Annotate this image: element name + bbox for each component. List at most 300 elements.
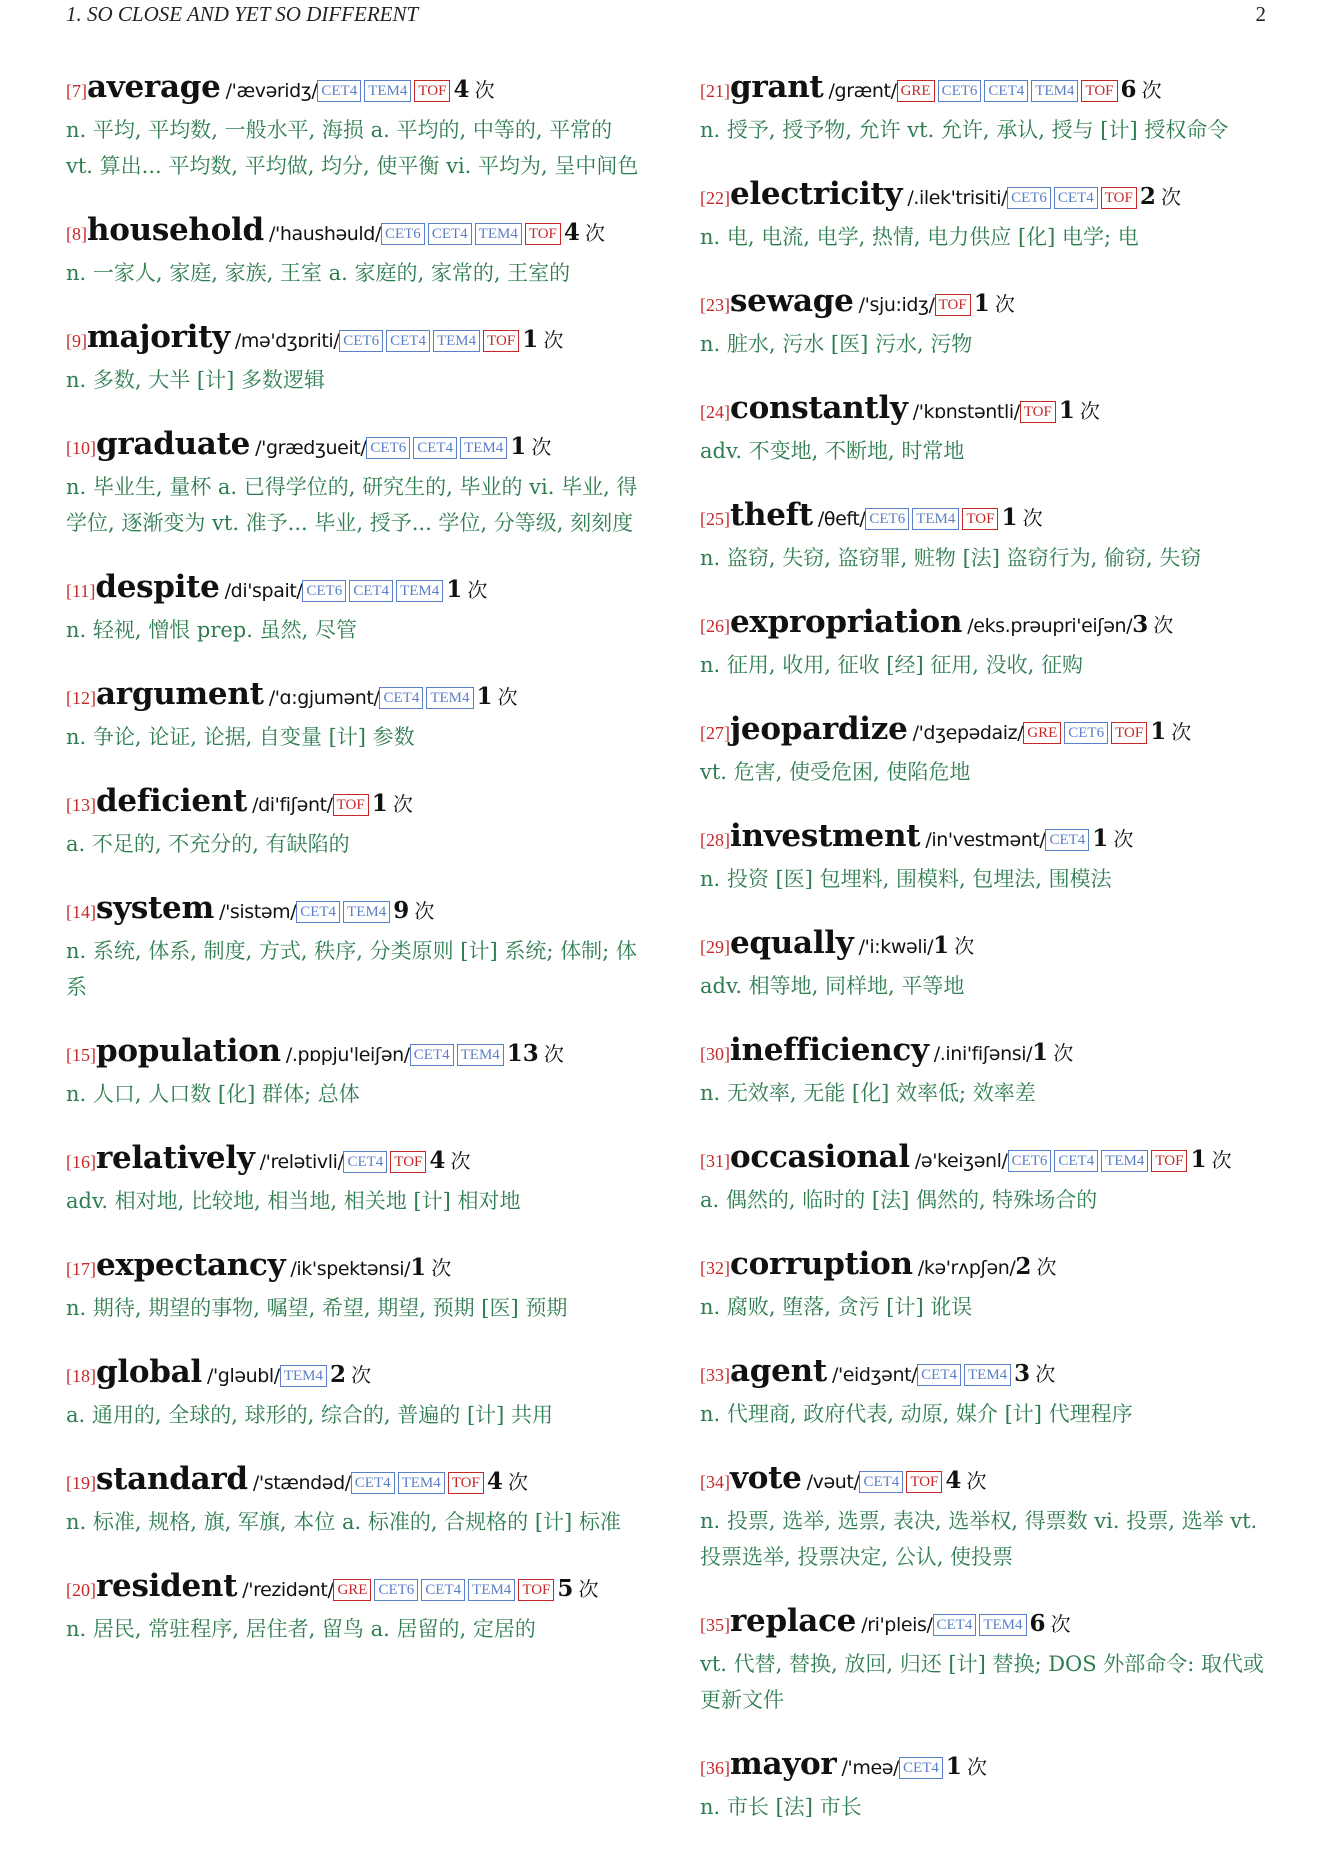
count-unit: 次 — [1035, 1362, 1056, 1386]
definition: adv. 不变地, 不断地, 时常地 — [700, 439, 965, 463]
occurrence-count: 4 — [563, 219, 580, 246]
entry-index: [12] — [66, 688, 96, 708]
phonetic: /'ɑ:gjumənt/ — [268, 687, 380, 709]
definition: n. 平均, 平均数, 一般水平, 海损 a. 平均的, 中等的, 平常的 vt. 算出... 平均数, 平均做, 均分, 使平衡 vi. 平均为, 呈中间色 — [66, 118, 639, 178]
headword: population — [96, 1033, 281, 1069]
vocab-entry — [700, 1138, 1272, 1218]
entry-index: [24] — [700, 402, 730, 422]
definition: n. 一家人, 家庭, 家族, 王室 a. 家庭的, 家常的, 王室的 — [66, 261, 571, 285]
definition: a. 不足的, 不充分的, 有缺陷的 — [66, 832, 350, 856]
exam-tag-badge: CET6 — [302, 580, 346, 602]
phonetic: /'sistəm/ — [219, 901, 297, 923]
exam-tag-badge: CET6 — [1064, 722, 1108, 744]
phonetic: /ik'spektənsi/ — [290, 1258, 411, 1280]
count-unit: 次 — [392, 792, 413, 816]
headword: expectancy — [96, 1247, 286, 1283]
exam-tag-badge: CET4 — [917, 1364, 961, 1386]
entry-index: [29] — [700, 937, 730, 957]
entry-index: [14] — [66, 902, 96, 922]
entry-headline — [66, 68, 640, 111]
entry-index: [22] — [700, 188, 730, 208]
entry-headline — [700, 710, 1272, 753]
entry-headline — [700, 68, 1272, 111]
occurrence-count: 1 — [933, 932, 950, 959]
entry-headline — [66, 1032, 640, 1075]
headword: agent — [730, 1353, 827, 1389]
occurrence-count: 1 — [1092, 825, 1109, 852]
phonetic: /'sju:idʒ/ — [858, 294, 935, 316]
entry-headline — [700, 1352, 1272, 1395]
phonetic: /ri'pleis/ — [861, 1614, 933, 1636]
vocab-entry — [700, 68, 1272, 148]
count-unit: 次 — [578, 1577, 599, 1601]
headword: constantly — [730, 390, 908, 426]
exam-tag-badge: CET6 — [381, 223, 425, 245]
occurrence-count: 4 — [945, 1467, 962, 1494]
phonetic: /'meə/ — [841, 1757, 900, 1779]
phonetic: /θeft/ — [817, 508, 866, 530]
phonetic: /grænt/ — [828, 80, 897, 102]
vocab-entry — [66, 1567, 640, 1647]
phonetic: /kə'rʌpʃən/ — [917, 1257, 1016, 1279]
count-unit: 次 — [1022, 506, 1043, 530]
phonetic: /ə'keiʒənl/ — [914, 1150, 1008, 1172]
exam-tag-badge: CET4 — [317, 80, 361, 102]
vocab-entry — [700, 175, 1272, 255]
exam-tag-badge: TOF — [525, 223, 561, 245]
count-unit: 次 — [966, 1755, 987, 1779]
entry-headline — [700, 924, 1272, 967]
entry-headline — [700, 175, 1272, 218]
vocab-entry — [700, 496, 1272, 576]
exam-tag-badge: CET4 — [984, 80, 1028, 102]
exam-tag-badge: TOF — [483, 330, 519, 352]
definition: n. 征用, 收用, 征收 [经] 征用, 没收, 征购 — [700, 653, 1084, 677]
exam-tag-badge: TEM4 — [468, 1579, 515, 1601]
definition: n. 居民, 常驻程序, 居住者, 留鸟 a. 居留的, 定居的 — [66, 1617, 536, 1641]
exam-tag-badge: TEM4 — [912, 508, 959, 530]
count-unit: 次 — [994, 292, 1015, 316]
exam-tag-badge: TEM4 — [396, 580, 443, 602]
headword: standard — [96, 1461, 248, 1497]
vocab-entry — [66, 1460, 640, 1540]
entry-index: [26] — [700, 616, 730, 636]
occurrence-count: 1 — [410, 1254, 427, 1281]
occurrence-count: 1 — [371, 790, 388, 817]
headword: electricity — [730, 176, 903, 212]
entry-index: [28] — [700, 830, 730, 850]
exam-tag-badge: CET4 — [386, 330, 430, 352]
exam-tag-badge: CET4 — [296, 901, 340, 923]
occurrence-count: 6 — [1120, 76, 1137, 103]
phonetic: /'i:kwəli/ — [858, 936, 934, 958]
count-unit: 次 — [450, 1149, 471, 1173]
exam-tag-badge: CET4 — [1054, 1150, 1098, 1172]
right-column — [700, 68, 1272, 1852]
exam-tag-badge: TOF — [1081, 80, 1117, 102]
left-column — [66, 68, 640, 1852]
exam-tag-badge: TOF — [1101, 187, 1137, 209]
entry-index: [32] — [700, 1258, 730, 1278]
phonetic: /'ævəridʒ/ — [225, 80, 318, 102]
exam-tag-badge: TOF — [1111, 722, 1147, 744]
count-unit: 次 — [1053, 1041, 1074, 1065]
headword: mayor — [730, 1746, 837, 1782]
entry-headline — [66, 675, 640, 718]
exam-tag-badge: TEM4 — [280, 1365, 327, 1387]
exam-tag-badge: CET4 — [428, 223, 472, 245]
entry-index: [19] — [66, 1473, 96, 1493]
headword: deficient — [96, 783, 248, 819]
count-unit: 次 — [543, 328, 564, 352]
occurrence-count: 4 — [453, 76, 470, 103]
vocab-entry — [66, 425, 640, 541]
headword: resident — [96, 1568, 238, 1604]
phonetic: /in'vestmənt/ — [925, 829, 1046, 851]
exam-tag-badge: TEM4 — [1101, 1150, 1148, 1172]
headword: majority — [87, 319, 230, 355]
entry-index: [7] — [66, 81, 87, 101]
definition: n. 脏水, 污水 [医] 污水, 污物 — [700, 332, 973, 356]
entry-index: [13] — [66, 795, 96, 815]
entry-index: [11] — [66, 581, 96, 601]
definition: n. 毕业生, 量杯 a. 已得学位的, 研究生的, 毕业的 vi. 毕业, 得学位, 逐渐变为 vt. 准予... 毕业, 授予... 学位, 分等级, 刻刻度 — [66, 475, 638, 535]
occurrence-count: 3 — [1132, 611, 1149, 638]
occurrence-count: 2 — [1139, 183, 1156, 210]
entry-headline — [66, 425, 640, 468]
count-unit: 次 — [431, 1256, 452, 1280]
count-unit: 次 — [1113, 827, 1134, 851]
vocab-entry — [700, 1352, 1272, 1432]
exam-tag-badge: CET4 — [859, 1471, 903, 1493]
entry-index: [16] — [66, 1152, 96, 1172]
exam-tag-badge: TEM4 — [457, 1044, 504, 1066]
entry-index: [10] — [66, 438, 96, 458]
entry-index: [36] — [700, 1758, 730, 1778]
count-unit: 次 — [1171, 720, 1192, 744]
definition: a. 通用的, 全球的, 球形的, 综合的, 普遍的 [计] 共用 — [66, 1403, 554, 1427]
headword: equally — [730, 925, 854, 961]
exam-tag-badge: TOF — [962, 508, 998, 530]
exam-tag-badge: CET6 — [938, 80, 982, 102]
definition: n. 系统, 体系, 制度, 方式, 秩序, 分类原则 [计] 系统; 体制; 体系 — [66, 939, 637, 999]
exam-tag-badge: TEM4 — [364, 80, 411, 102]
phonetic: /mə'dʒɒriti/ — [234, 330, 340, 352]
entry-index: [15] — [66, 1045, 96, 1065]
headword: occasional — [730, 1139, 910, 1175]
entry-headline — [700, 817, 1272, 860]
page-header — [66, 0, 1266, 28]
entry-headline — [700, 496, 1272, 539]
definition: n. 人口, 人口数 [化] 群体; 总体 — [66, 1082, 360, 1106]
exam-tag-badge: TOF — [1020, 401, 1056, 423]
vocab-entry — [66, 1246, 640, 1326]
exam-tag-badge: TEM4 — [979, 1614, 1026, 1636]
count-unit: 次 — [1153, 613, 1174, 637]
headword: argument — [96, 676, 264, 712]
exam-tag-badge: TOF — [906, 1471, 942, 1493]
entry-index: [34] — [700, 1472, 730, 1492]
definition: n. 争论, 论证, 论据, 自变量 [计] 参数 — [66, 725, 415, 749]
entry-headline — [700, 603, 1272, 646]
exam-tag-badge: TEM4 — [1031, 80, 1078, 102]
occurrence-count: 6 — [1029, 1610, 1046, 1637]
phonetic: /'dʒepədaiz/ — [912, 722, 1024, 744]
count-unit: 次 — [1079, 399, 1100, 423]
headword: grant — [730, 69, 824, 105]
definition: n. 期待, 期望的事物, 嘱望, 希望, 期望, 预期 [医] 预期 — [66, 1296, 568, 1320]
definition: n. 轻视, 憎恨 prep. 虽然, 尽管 — [66, 618, 357, 642]
vocab-entry — [66, 568, 640, 648]
occurrence-count: 4 — [486, 1468, 503, 1495]
phonetic: /'relətivli/ — [259, 1151, 344, 1173]
occurrence-count: 1 — [945, 1753, 962, 1780]
definition: n. 授予, 授予物, 允许 vt. 允许, 承认, 授与 [计] 授权命令 — [700, 118, 1229, 142]
count-unit: 次 — [966, 1469, 987, 1493]
exam-tag-badge: TEM4 — [964, 1364, 1011, 1386]
definition: vt. 危害, 使受危困, 使陷危地 — [700, 760, 971, 784]
phonetic: /eks.prəupri'eiʃən/ — [967, 615, 1133, 637]
definition: n. 市长 [法] 市长 — [700, 1795, 862, 1819]
chapter-title: 1. SO CLOSE AND YET SO DIFFERENT — [66, 1, 419, 26]
exam-tag-badge: CET6 — [339, 330, 383, 352]
vocab-entry — [700, 603, 1272, 683]
entry-index: [30] — [700, 1044, 730, 1064]
vocab-entry — [700, 1602, 1272, 1718]
phonetic: /'eidʒənt/ — [831, 1364, 918, 1386]
entry-headline — [66, 1567, 640, 1610]
headword: vote — [730, 1460, 802, 1496]
exam-tag-badge: TEM4 — [460, 437, 507, 459]
exam-tag-badge: GRE — [1023, 722, 1061, 744]
entry-index: [8] — [66, 224, 87, 244]
exam-tag-badge: CET4 — [343, 1151, 387, 1173]
vocab-entry — [700, 817, 1272, 897]
vocab-entry — [700, 389, 1272, 469]
count-unit: 次 — [467, 578, 488, 602]
occurrence-count: 4 — [429, 1147, 446, 1174]
headword: despite — [95, 569, 220, 605]
entry-index: [17] — [66, 1259, 96, 1279]
exam-tag-badge: CET4 — [351, 1472, 395, 1494]
exam-tag-badge: GRE — [333, 1579, 371, 1601]
phonetic: /'rezidənt/ — [242, 1579, 334, 1601]
entry-headline — [66, 889, 640, 932]
exam-tag-badge: GRE — [897, 80, 935, 102]
vocab-entry — [66, 1139, 640, 1219]
entry-index: [23] — [700, 295, 730, 315]
definition: n. 投资 [医] 包埋料, 围模料, 包埋法, 围模法 — [700, 867, 1112, 891]
exam-tag-badge: CET4 — [1054, 187, 1098, 209]
entry-index: [18] — [66, 1366, 96, 1386]
definition: n. 多数, 大半 [计] 多数逻辑 — [66, 368, 325, 392]
exam-tag-badge: CET4 — [410, 1044, 454, 1066]
headword: system — [96, 890, 214, 926]
vocab-entry — [66, 318, 640, 398]
entry-headline — [66, 568, 640, 611]
phonetic: /'grædʒueit/ — [255, 437, 367, 459]
entry-headline — [66, 1246, 640, 1289]
exam-tag-badge: CET6 — [366, 437, 410, 459]
headword: relatively — [96, 1140, 255, 1176]
phonetic: /.pɒpju'leiʃən/ — [285, 1044, 410, 1066]
definition: n. 腐败, 堕落, 贪污 [计] 讹误 — [700, 1295, 973, 1319]
exam-tag-badge: CET4 — [899, 1757, 943, 1779]
exam-tag-badge: TOF — [333, 794, 369, 816]
entry-index: [31] — [700, 1151, 730, 1171]
definition: adv. 相等地, 同样地, 平等地 — [700, 974, 965, 998]
occurrence-count: 2 — [1015, 1253, 1032, 1280]
count-unit: 次 — [1160, 185, 1181, 209]
vocabulary-columns — [66, 68, 1272, 1852]
phonetic: /vəut/ — [806, 1471, 860, 1493]
definition: n. 无效率, 无能 [化] 效率低; 效率差 — [700, 1081, 1036, 1105]
headword: sewage — [730, 283, 854, 319]
entry-headline — [700, 1602, 1272, 1645]
exam-tag-badge: TEM4 — [426, 687, 473, 709]
count-unit: 次 — [543, 1042, 564, 1066]
entry-index: [35] — [700, 1615, 730, 1635]
count-unit: 次 — [414, 899, 435, 923]
exam-tag-badge: CET6 — [1008, 1150, 1052, 1172]
phonetic: /di'spait/ — [224, 580, 303, 602]
entry-headline — [700, 1138, 1272, 1181]
count-unit: 次 — [351, 1363, 372, 1387]
entry-index: [9] — [66, 331, 87, 351]
occurrence-count: 1 — [510, 433, 527, 460]
headword: corruption — [730, 1246, 913, 1282]
vocab-entry — [700, 282, 1272, 362]
headword: graduate — [96, 426, 251, 462]
entry-headline — [700, 389, 1272, 432]
headword: replace — [730, 1603, 857, 1639]
exam-tag-badge: CET4 — [933, 1614, 977, 1636]
occurrence-count: 1 — [522, 326, 539, 353]
entry-headline — [66, 1353, 640, 1396]
occurrence-count: 1 — [1058, 397, 1075, 424]
definition: a. 偶然的, 临时的 [法] 偶然的, 特殊场合的 — [700, 1188, 1098, 1212]
vocab-entry — [700, 1459, 1272, 1575]
occurrence-count: 1 — [973, 290, 990, 317]
exam-tag-badge: CET4 — [421, 1579, 465, 1601]
vocab-entry — [700, 924, 1272, 1004]
vocab-entry — [66, 782, 640, 862]
entry-index: [33] — [700, 1365, 730, 1385]
phonetic: /.ilek'trisiti/ — [907, 187, 1008, 209]
exam-tag-badge: TOF — [1151, 1150, 1187, 1172]
definition: vt. 代替, 替换, 放回, 归还 [计] 替换; DOS 外部命令: 取代或更新文件 — [700, 1652, 1265, 1712]
phonetic: /'gləubl/ — [206, 1365, 280, 1387]
definition: n. 标准, 规格, 旗, 军旗, 本位 a. 标准的, 合规格的 [计] 标准 — [66, 1510, 621, 1534]
phonetic: /'kɒnstəntli/ — [912, 401, 1020, 423]
occurrence-count: 5 — [557, 1575, 574, 1602]
phonetic: /'stændəd/ — [252, 1472, 351, 1494]
count-unit: 次 — [1036, 1255, 1057, 1279]
entry-headline — [66, 211, 640, 254]
occurrence-count: 1 — [1150, 718, 1167, 745]
entry-headline — [66, 1460, 640, 1503]
exam-tag-badge: TOF — [935, 294, 971, 316]
exam-tag-badge: TOF — [518, 1579, 554, 1601]
entry-headline — [700, 1031, 1272, 1074]
exam-tag-badge: CET6 — [1007, 187, 1051, 209]
definition: n. 盗窃, 失窃, 盗窃罪, 赃物 [法] 盗窃行为, 偷窃, 失窃 — [700, 546, 1202, 570]
exam-tag-badge: CET4 — [349, 580, 393, 602]
vocab-entry — [66, 889, 640, 1005]
entry-headline — [66, 1139, 640, 1182]
entry-headline — [66, 318, 640, 361]
exam-tag-badge: TEM4 — [475, 223, 522, 245]
occurrence-count: 1 — [1190, 1146, 1207, 1173]
phonetic: /'haushəuld/ — [269, 223, 381, 245]
entry-headline — [700, 282, 1272, 325]
count-unit: 次 — [585, 221, 606, 245]
exam-tag-badge: TOF — [448, 1472, 484, 1494]
count-unit: 次 — [497, 685, 518, 709]
headword: investment — [730, 818, 921, 854]
exam-tag-badge: CET4 — [379, 687, 423, 709]
page-number: 2 — [1255, 1, 1266, 26]
count-unit: 次 — [1050, 1612, 1071, 1636]
definition: n. 代理商, 政府代表, 动原, 媒介 [计] 代理程序 — [700, 1402, 1133, 1426]
exam-tag-badge: CET6 — [374, 1579, 418, 1601]
occurrence-count: 1 — [446, 576, 463, 603]
headword: theft — [730, 497, 813, 533]
exam-tag-badge: CET4 — [413, 437, 457, 459]
entry-headline — [700, 1245, 1272, 1288]
phonetic: /di'fiʃənt/ — [252, 794, 333, 816]
exam-tag-badge: CET6 — [865, 508, 909, 530]
headword: expropriation — [730, 604, 963, 640]
vocab-entry — [66, 1032, 640, 1112]
phonetic: /.ini'fiʃənsi/ — [933, 1043, 1033, 1065]
headword: household — [87, 212, 264, 248]
occurrence-count: 13 — [506, 1040, 539, 1067]
exam-tag-badge: TEM4 — [343, 901, 390, 923]
exam-tag-badge: TEM4 — [398, 1472, 445, 1494]
count-unit: 次 — [474, 78, 495, 102]
headword: global — [96, 1354, 202, 1390]
entry-index: [25] — [700, 509, 730, 529]
count-unit: 次 — [954, 934, 975, 958]
definition: n. 投票, 选举, 选票, 表决, 选举权, 得票数 vi. 投票, 选举 vt. 投票选举, 投票决定, 公认, 使投票 — [700, 1509, 1258, 1569]
count-unit: 次 — [507, 1470, 528, 1494]
occurrence-count: 2 — [329, 1361, 346, 1388]
definition: n. 电, 电流, 电学, 热情, 电力供应 [化] 电学; 电 — [700, 225, 1139, 249]
count-unit: 次 — [531, 435, 552, 459]
vocab-entry — [66, 211, 640, 291]
vocab-entry — [700, 1245, 1272, 1325]
occurrence-count: 1 — [1001, 504, 1018, 531]
headword: average — [87, 69, 221, 105]
exam-tag-badge: TEM4 — [433, 330, 480, 352]
entry-headline — [66, 782, 640, 825]
headword: jeopardize — [730, 711, 908, 747]
exam-tag-badge: TOF — [390, 1151, 426, 1173]
occurrence-count: 3 — [1014, 1360, 1031, 1387]
exam-tag-badge: TOF — [414, 80, 450, 102]
entry-headline — [700, 1459, 1272, 1502]
entry-headline — [700, 1745, 1272, 1788]
vocab-entry — [66, 675, 640, 755]
occurrence-count: 1 — [1032, 1039, 1049, 1066]
occurrence-count: 1 — [476, 683, 493, 710]
vocab-entry — [66, 1353, 640, 1433]
headword: inefficiency — [730, 1032, 929, 1068]
exam-tag-badge: CET4 — [1045, 829, 1089, 851]
count-unit: 次 — [1141, 78, 1162, 102]
vocab-entry — [700, 1745, 1272, 1825]
